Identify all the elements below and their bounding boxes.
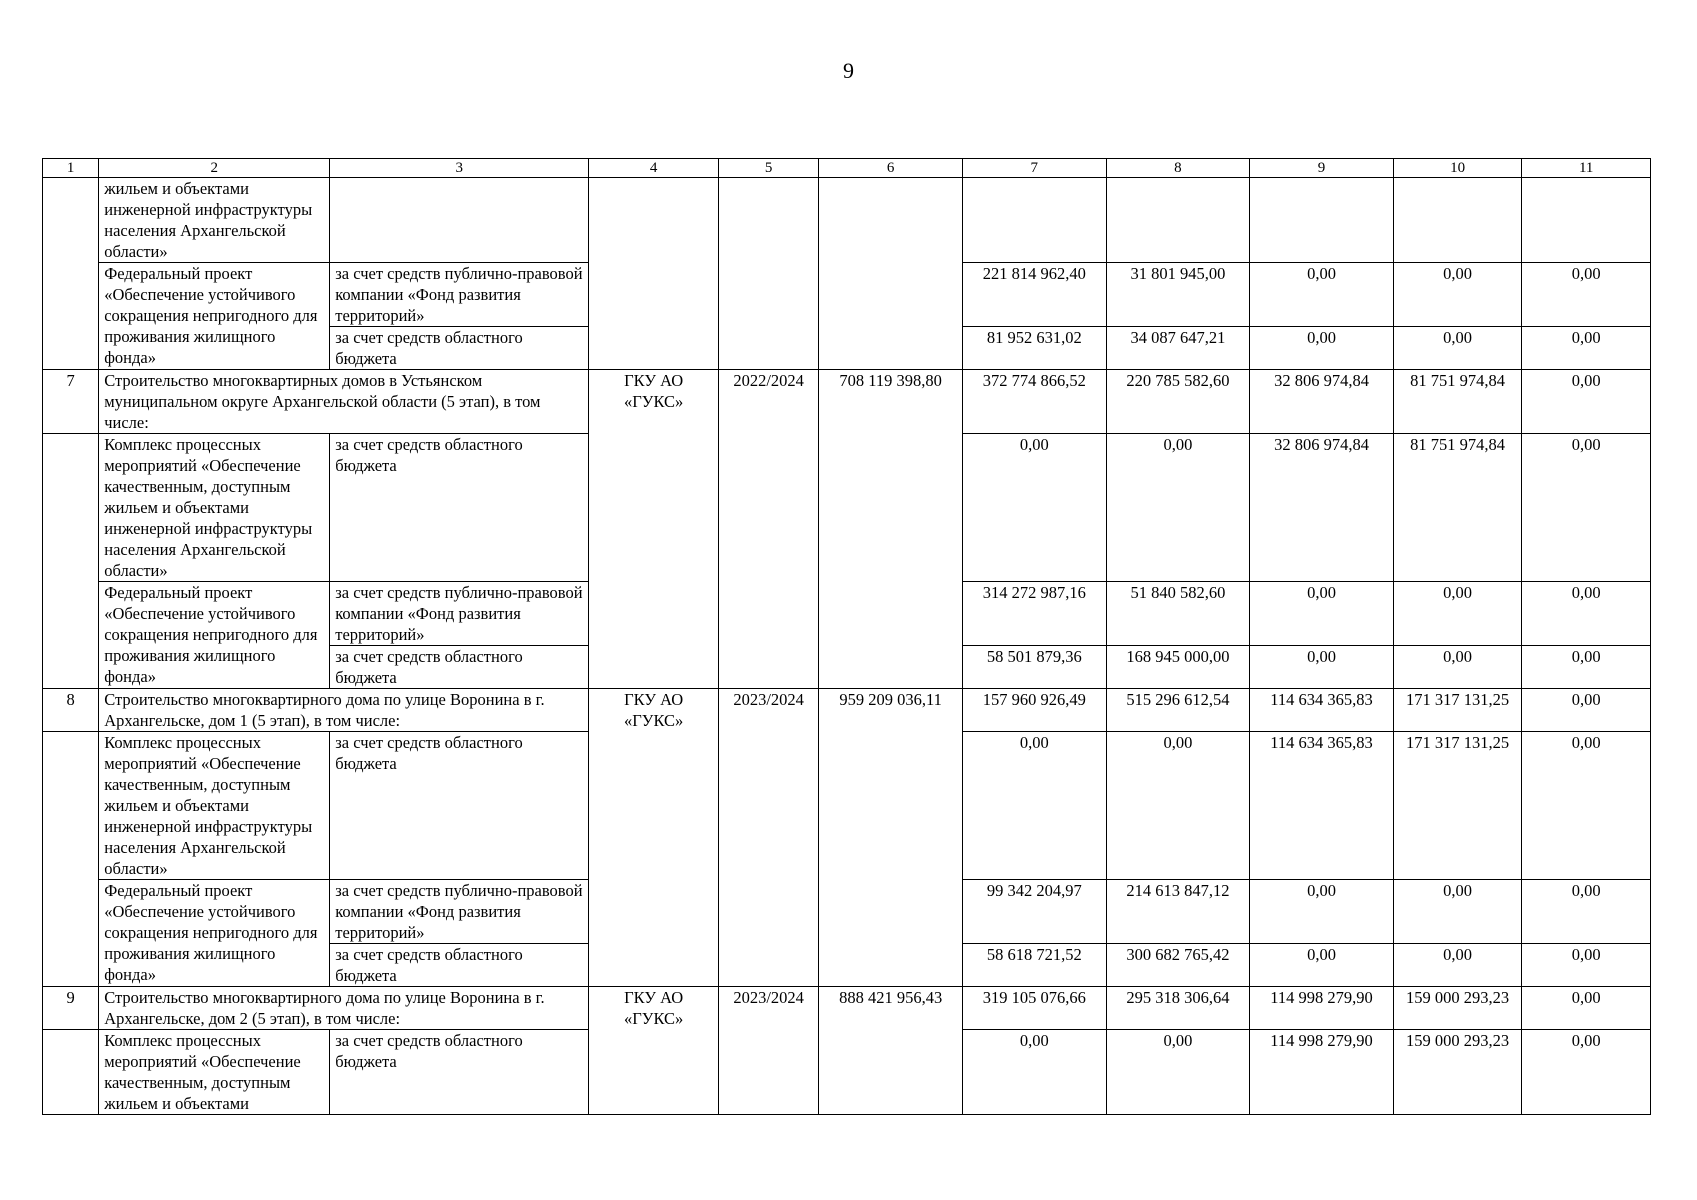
total-cell: 708 119 398,80 <box>819 370 963 689</box>
activity-cell: Федеральный проект «Обеспечение устойчивого сокращения непригодного для проживания жилищного фонда» <box>99 263 330 370</box>
value-cell: 0,00 <box>1393 880 1522 944</box>
value-cell: 159 000 293,23 <box>1393 1030 1522 1115</box>
value-cell: 114 998 279,90 <box>1250 1030 1394 1115</box>
source-cell: за счет средств публично-правовой компании «Фонд развития территорий» <box>330 880 589 944</box>
value-cell: 220 785 582,60 <box>1106 370 1250 434</box>
value-cell: 0,00 <box>1393 646 1522 689</box>
row-number: 9 <box>43 987 99 1030</box>
row-number: 7 <box>43 370 99 434</box>
source-cell <box>330 178 589 263</box>
period-cell: 2022/2024 <box>718 370 818 689</box>
value-cell: 171 317 131,25 <box>1393 689 1522 732</box>
source-cell: за счет средств областного бюджета <box>330 646 589 689</box>
value-cell: 0,00 <box>1106 1030 1250 1115</box>
period-cell <box>718 178 818 370</box>
value-cell: 58 618 721,52 <box>962 944 1106 987</box>
value-cell: 114 634 365,83 <box>1250 732 1394 880</box>
customer-cell: ГКУ АО «ГУКС» <box>589 370 719 689</box>
source-cell: за счет средств областного бюджета <box>330 434 589 582</box>
object-name: Строительство многоквартирного дома по улице Воронина в г. Архангельске, дом 2 (5 этап), в том числе: <box>99 987 589 1030</box>
column-number: 3 <box>330 159 589 178</box>
value-cell: 372 774 866,52 <box>962 370 1106 434</box>
table-row <box>43 987 1651 1030</box>
value-cell: 0,00 <box>1522 1030 1651 1115</box>
value-cell: 114 998 279,90 <box>1250 987 1394 1030</box>
value-cell: 0,00 <box>1522 263 1651 327</box>
source-cell: за счет средств областного бюджета <box>330 327 589 370</box>
value-cell: 0,00 <box>962 732 1106 880</box>
activity-cell: Федеральный проект «Обеспечение устойчивого сокращения непригодного для проживания жилищного фонда» <box>99 880 330 987</box>
number-cell <box>43 434 99 689</box>
value-cell: 0,00 <box>1522 880 1651 944</box>
number-cell <box>43 1030 99 1115</box>
table-row <box>43 178 1651 263</box>
total-cell <box>819 178 963 370</box>
value-cell: 81 751 974,84 <box>1393 434 1522 582</box>
value-cell: 99 342 204,97 <box>962 880 1106 944</box>
value-cell: 58 501 879,36 <box>962 646 1106 689</box>
value-cell: 0,00 <box>1250 880 1394 944</box>
value-cell: 0,00 <box>1106 434 1250 582</box>
value-cell: 515 296 612,54 <box>1106 689 1250 732</box>
source-cell: за счет средств областного бюджета <box>330 944 589 987</box>
activity-cell: Комплекс процессных мероприятий «Обеспечение качественным, доступным жильем и объектами инженерной инфраструктуры населения Архангельской области» <box>99 732 330 880</box>
header-row <box>43 159 1651 178</box>
number-cell <box>43 178 99 370</box>
value-cell: 157 960 926,49 <box>962 689 1106 732</box>
activity-cell: Комплекс процессных мероприятий «Обеспечение качественным, доступным жильем и объектами инженерной инфраструктуры населения Архангельской области» <box>99 434 330 582</box>
table-row <box>43 370 1651 434</box>
column-number: 11 <box>1522 159 1651 178</box>
value-cell <box>1393 178 1522 263</box>
column-number: 4 <box>589 159 719 178</box>
value-cell: 51 840 582,60 <box>1106 582 1250 646</box>
value-cell: 300 682 765,42 <box>1106 944 1250 987</box>
value-cell: 171 317 131,25 <box>1393 732 1522 880</box>
row-number: 8 <box>43 689 99 732</box>
value-cell: 0,00 <box>1250 582 1394 646</box>
source-cell: за счет средств областного бюджета <box>330 732 589 880</box>
value-cell: 0,00 <box>1522 689 1651 732</box>
value-cell: 0,00 <box>962 1030 1106 1115</box>
budget-table <box>42 158 1651 1115</box>
value-cell: 0,00 <box>1522 944 1651 987</box>
value-cell: 168 945 000,00 <box>1106 646 1250 689</box>
column-number: 6 <box>819 159 963 178</box>
value-cell: 295 318 306,64 <box>1106 987 1250 1030</box>
value-cell <box>1522 178 1651 263</box>
value-cell: 81 751 974,84 <box>1393 370 1522 434</box>
value-cell: 0,00 <box>1522 582 1651 646</box>
value-cell: 31 801 945,00 <box>1106 263 1250 327</box>
column-number: 8 <box>1106 159 1250 178</box>
column-number: 9 <box>1250 159 1394 178</box>
activity-cell: жильем и объектами инженерной инфраструктуры населения Архангельской области» <box>99 178 330 263</box>
value-cell: 314 272 987,16 <box>962 582 1106 646</box>
value-cell: 0,00 <box>1393 582 1522 646</box>
value-cell: 32 806 974,84 <box>1250 434 1394 582</box>
activity-cell: Федеральный проект «Обеспечение устойчивого сокращения непригодного для проживания жилищного фонда» <box>99 582 330 689</box>
column-number: 2 <box>99 159 330 178</box>
source-cell: за счет средств областного бюджета <box>330 1030 589 1115</box>
value-cell: 0,00 <box>1393 327 1522 370</box>
value-cell: 0,00 <box>1522 434 1651 582</box>
period-cell: 2023/2024 <box>718 987 818 1115</box>
table-row <box>43 689 1651 732</box>
value-cell: 0,00 <box>1522 732 1651 880</box>
value-cell: 34 087 647,21 <box>1106 327 1250 370</box>
value-cell: 81 952 631,02 <box>962 327 1106 370</box>
value-cell <box>1106 178 1250 263</box>
period-cell: 2023/2024 <box>718 689 818 987</box>
value-cell: 0,00 <box>1393 263 1522 327</box>
customer-cell <box>589 178 719 370</box>
column-number: 5 <box>718 159 818 178</box>
activity-cell: Комплекс процессных мероприятий «Обеспечение качественным, доступным жильем и объектами <box>99 1030 330 1115</box>
source-cell: за счет средств публично-правовой компании «Фонд развития территорий» <box>330 263 589 327</box>
value-cell: 114 634 365,83 <box>1250 689 1394 732</box>
value-cell: 0,00 <box>1522 987 1651 1030</box>
total-cell: 959 209 036,11 <box>819 689 963 987</box>
value-cell <box>962 178 1106 263</box>
customer-cell: ГКУ АО «ГУКС» <box>589 987 719 1115</box>
value-cell: 214 613 847,12 <box>1106 880 1250 944</box>
object-name: Строительство многоквартирных домов в Устьянском муниципальном округе Архангельской области (5 этап), в том числе: <box>99 370 589 434</box>
column-number: 7 <box>962 159 1106 178</box>
value-cell: 0,00 <box>962 434 1106 582</box>
value-cell: 0,00 <box>1250 646 1394 689</box>
page-number: 9 <box>843 58 854 83</box>
value-cell: 0,00 <box>1250 944 1394 987</box>
value-cell: 0,00 <box>1522 327 1651 370</box>
customer-cell: ГКУ АО «ГУКС» <box>589 689 719 987</box>
total-cell: 888 421 956,43 <box>819 987 963 1115</box>
value-cell <box>1250 178 1394 263</box>
column-number: 10 <box>1393 159 1522 178</box>
source-cell: за счет средств публично-правовой компании «Фонд развития территорий» <box>330 582 589 646</box>
object-name: Строительство многоквартирного дома по улице Воронина в г. Архангельске, дом 1 (5 этап), в том числе: <box>99 689 589 732</box>
value-cell: 0,00 <box>1522 646 1651 689</box>
value-cell: 0,00 <box>1250 263 1394 327</box>
value-cell: 159 000 293,23 <box>1393 987 1522 1030</box>
value-cell: 0,00 <box>1250 327 1394 370</box>
value-cell: 0,00 <box>1393 944 1522 987</box>
value-cell: 319 105 076,66 <box>962 987 1106 1030</box>
number-cell <box>43 732 99 987</box>
value-cell: 221 814 962,40 <box>962 263 1106 327</box>
column-number: 1 <box>43 159 99 178</box>
value-cell: 32 806 974,84 <box>1250 370 1394 434</box>
value-cell: 0,00 <box>1522 370 1651 434</box>
value-cell: 0,00 <box>1106 732 1250 880</box>
